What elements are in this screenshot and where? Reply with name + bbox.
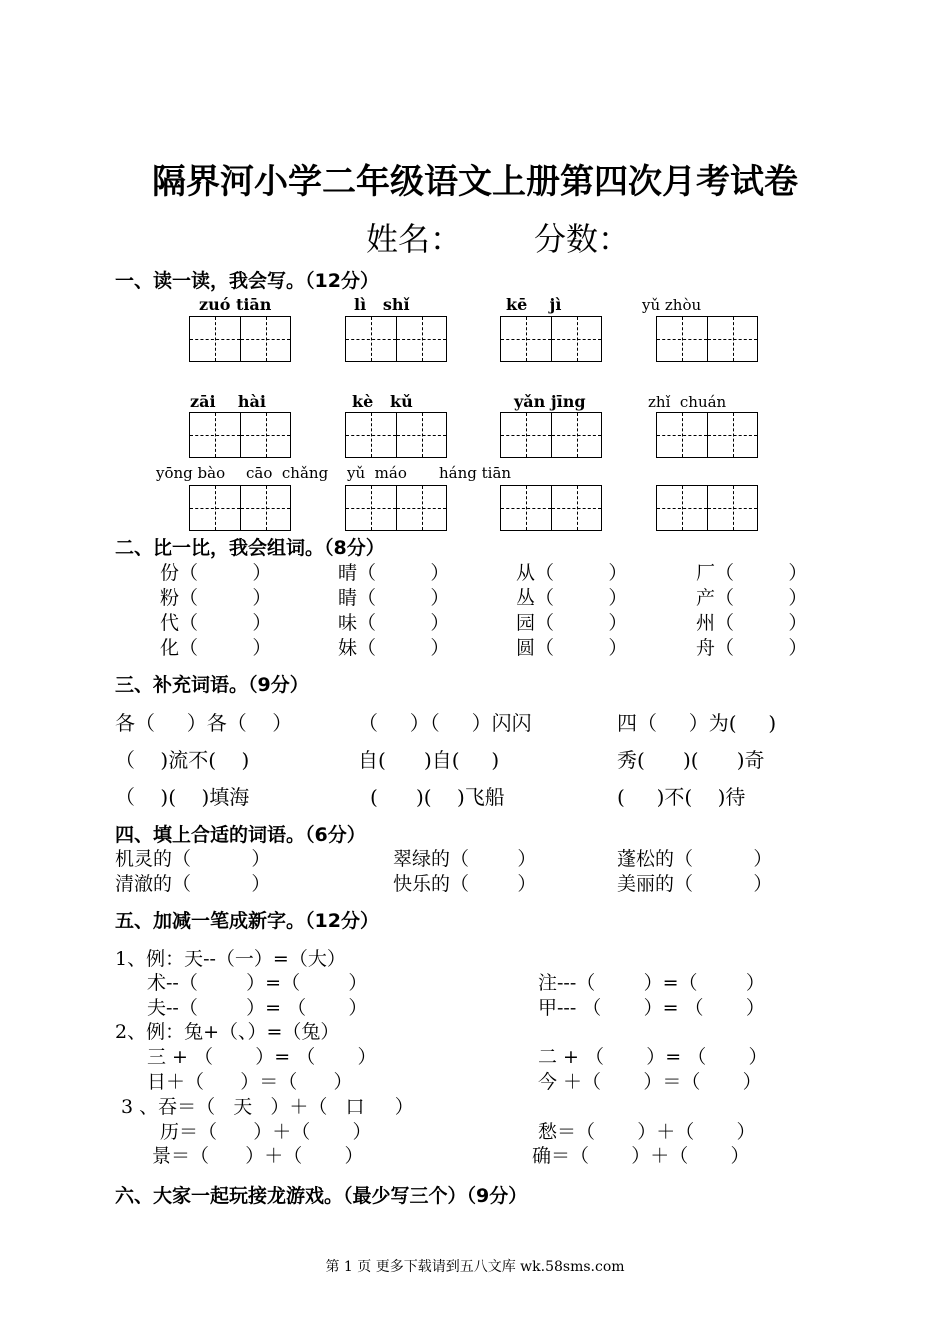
fill-word-item[interactable]: 快乐的（ ） — [393, 873, 537, 895]
stroke-item[interactable]: 甲--- （ ）= （ ） — [538, 997, 765, 1019]
pinyin-label: kē jì — [506, 295, 562, 314]
idiom-item[interactable]: 秀( )( )奇 — [617, 748, 765, 772]
pinyin-label: kè kǔ — [352, 392, 413, 411]
compare-item[interactable]: 份（ ） — [160, 562, 272, 584]
stroke-item[interactable]: 今 ＋（ ）＝（ ） — [538, 1071, 762, 1093]
compare-item[interactable]: 丛（ ） — [516, 587, 628, 609]
idiom-item[interactable]: （ )流不( ) — [115, 748, 250, 772]
writing-grid[interactable] — [656, 485, 758, 531]
idiom-item[interactable]: 各（ ）各（ ） — [115, 711, 293, 735]
idiom-item[interactable]: （ )( )填海 — [115, 785, 250, 809]
idiom-item[interactable]: ( )不( )待 — [617, 785, 746, 809]
writing-grid[interactable] — [345, 485, 447, 531]
pinyin-label: zhǐ chuán — [648, 393, 727, 411]
compare-item[interactable]: 圆（ ） — [516, 637, 628, 659]
pinyin-label: yǔ máo — [347, 464, 407, 482]
section-5-heading: 五、加减一笔成新字。（12分） — [115, 910, 379, 932]
pinyin-label: zāi hài — [190, 392, 266, 411]
stroke-item[interactable]: 景＝（ ）＋（ ） — [152, 1145, 364, 1167]
example-line: 1、例：天--（一）=（大） — [115, 948, 346, 970]
pinyin-label: yōng bào — [156, 464, 226, 482]
compare-item[interactable]: 味（ ） — [338, 612, 450, 634]
example-line: 3 、吞＝（ 天 ）＋（ 口 ） — [115, 1096, 414, 1118]
stroke-item[interactable]: 历＝（ ）＋（ ） — [160, 1121, 372, 1143]
compare-item[interactable]: 产（ ） — [696, 587, 808, 609]
compare-item[interactable]: 妹（ ） — [338, 637, 450, 659]
writing-grid[interactable] — [345, 412, 447, 458]
compare-item[interactable]: 化（ ） — [160, 637, 272, 659]
name-label: 姓名： — [366, 220, 463, 258]
compare-item[interactable]: 园（ ） — [516, 612, 628, 634]
compare-item[interactable]: 舟（ ） — [696, 637, 808, 659]
compare-item[interactable]: 晴（ ） — [338, 562, 450, 584]
compare-item[interactable]: 粉（ ） — [160, 587, 272, 609]
pinyin-label: cāo chǎng — [246, 464, 329, 482]
pinyin-label: zuó tiān — [199, 295, 272, 314]
pinyin-label: yǎn jīng — [514, 392, 586, 411]
compare-item[interactable]: 从（ ） — [516, 562, 628, 584]
writing-grid[interactable] — [500, 316, 602, 362]
idiom-item[interactable]: 四（ ）为( ) — [617, 711, 777, 735]
pinyin-label: yǔ zhòu — [642, 296, 702, 314]
score-label: 分数： — [534, 220, 631, 258]
example-line: 2、例：兔+（、）=（兔） — [115, 1021, 340, 1043]
writing-grid[interactable] — [656, 412, 758, 458]
compare-item[interactable]: 州（ ） — [696, 612, 808, 634]
writing-grid[interactable] — [656, 316, 758, 362]
writing-grid[interactable] — [189, 316, 291, 362]
stroke-item[interactable]: 三 + （ ）= （ ） — [147, 1046, 377, 1068]
stroke-item[interactable]: 二 + （ ）= （ ） — [538, 1046, 768, 1068]
fill-word-item[interactable]: 机灵的（ ） — [115, 848, 271, 870]
stroke-item[interactable]: 日＋（ ）＝（ ） — [147, 1071, 353, 1093]
page-title: 隔界河小学二年级语文上册第四次月考试卷 — [152, 162, 798, 202]
idiom-item[interactable]: 自( )自( ) — [358, 748, 500, 772]
pinyin-label: háng tiān — [439, 464, 512, 482]
idiom-item[interactable]: ( )( )飞船 — [370, 785, 505, 809]
section-6-heading: 六、大家一起玩接龙游戏。（最少写三个）（9分） — [115, 1185, 528, 1207]
fill-word-item[interactable]: 蓬松的（ ） — [617, 848, 773, 870]
fill-word-item[interactable]: 美丽的（ ） — [617, 873, 773, 895]
stroke-item[interactable]: 夫--（ ）= （ ） — [147, 997, 368, 1019]
stroke-item[interactable]: 愁＝（ ）＋（ ） — [538, 1121, 756, 1143]
section-4-heading: 四、填上合适的词语。（6分） — [115, 824, 366, 846]
section-2-heading: 二、比一比，我会组词。（8分） — [115, 537, 385, 559]
writing-grid[interactable] — [500, 485, 602, 531]
writing-grid[interactable] — [345, 316, 447, 362]
stroke-item[interactable]: 确＝（ ）＋（ ） — [532, 1145, 750, 1167]
compare-item[interactable]: 厂（ ） — [696, 562, 808, 584]
fill-word-item[interactable]: 翠绿的（ ） — [393, 848, 537, 870]
compare-item[interactable]: 代（ ） — [160, 612, 272, 634]
fill-word-item[interactable]: 清澈的（ ） — [115, 873, 271, 895]
stroke-item[interactable]: 注---（ ）=（ ） — [538, 972, 765, 994]
page-footer: 第 1 页 更多下载请到五八文库 wk.58sms.com — [325, 1259, 625, 1275]
writing-grid[interactable] — [500, 412, 602, 458]
section-3-heading: 三、补充词语。（9分） — [115, 674, 309, 696]
stroke-item[interactable]: 术--（ ）=（ ） — [147, 972, 368, 994]
compare-item[interactable]: 睛（ ） — [338, 587, 450, 609]
section-1-heading: 一、读一读，我会写。（12分） — [115, 270, 379, 292]
pinyin-label: lì shǐ — [354, 295, 410, 314]
writing-grid[interactable] — [189, 412, 291, 458]
writing-grid[interactable] — [189, 485, 291, 531]
idiom-item[interactable]: （ ）（ ）闪闪 — [358, 711, 532, 735]
